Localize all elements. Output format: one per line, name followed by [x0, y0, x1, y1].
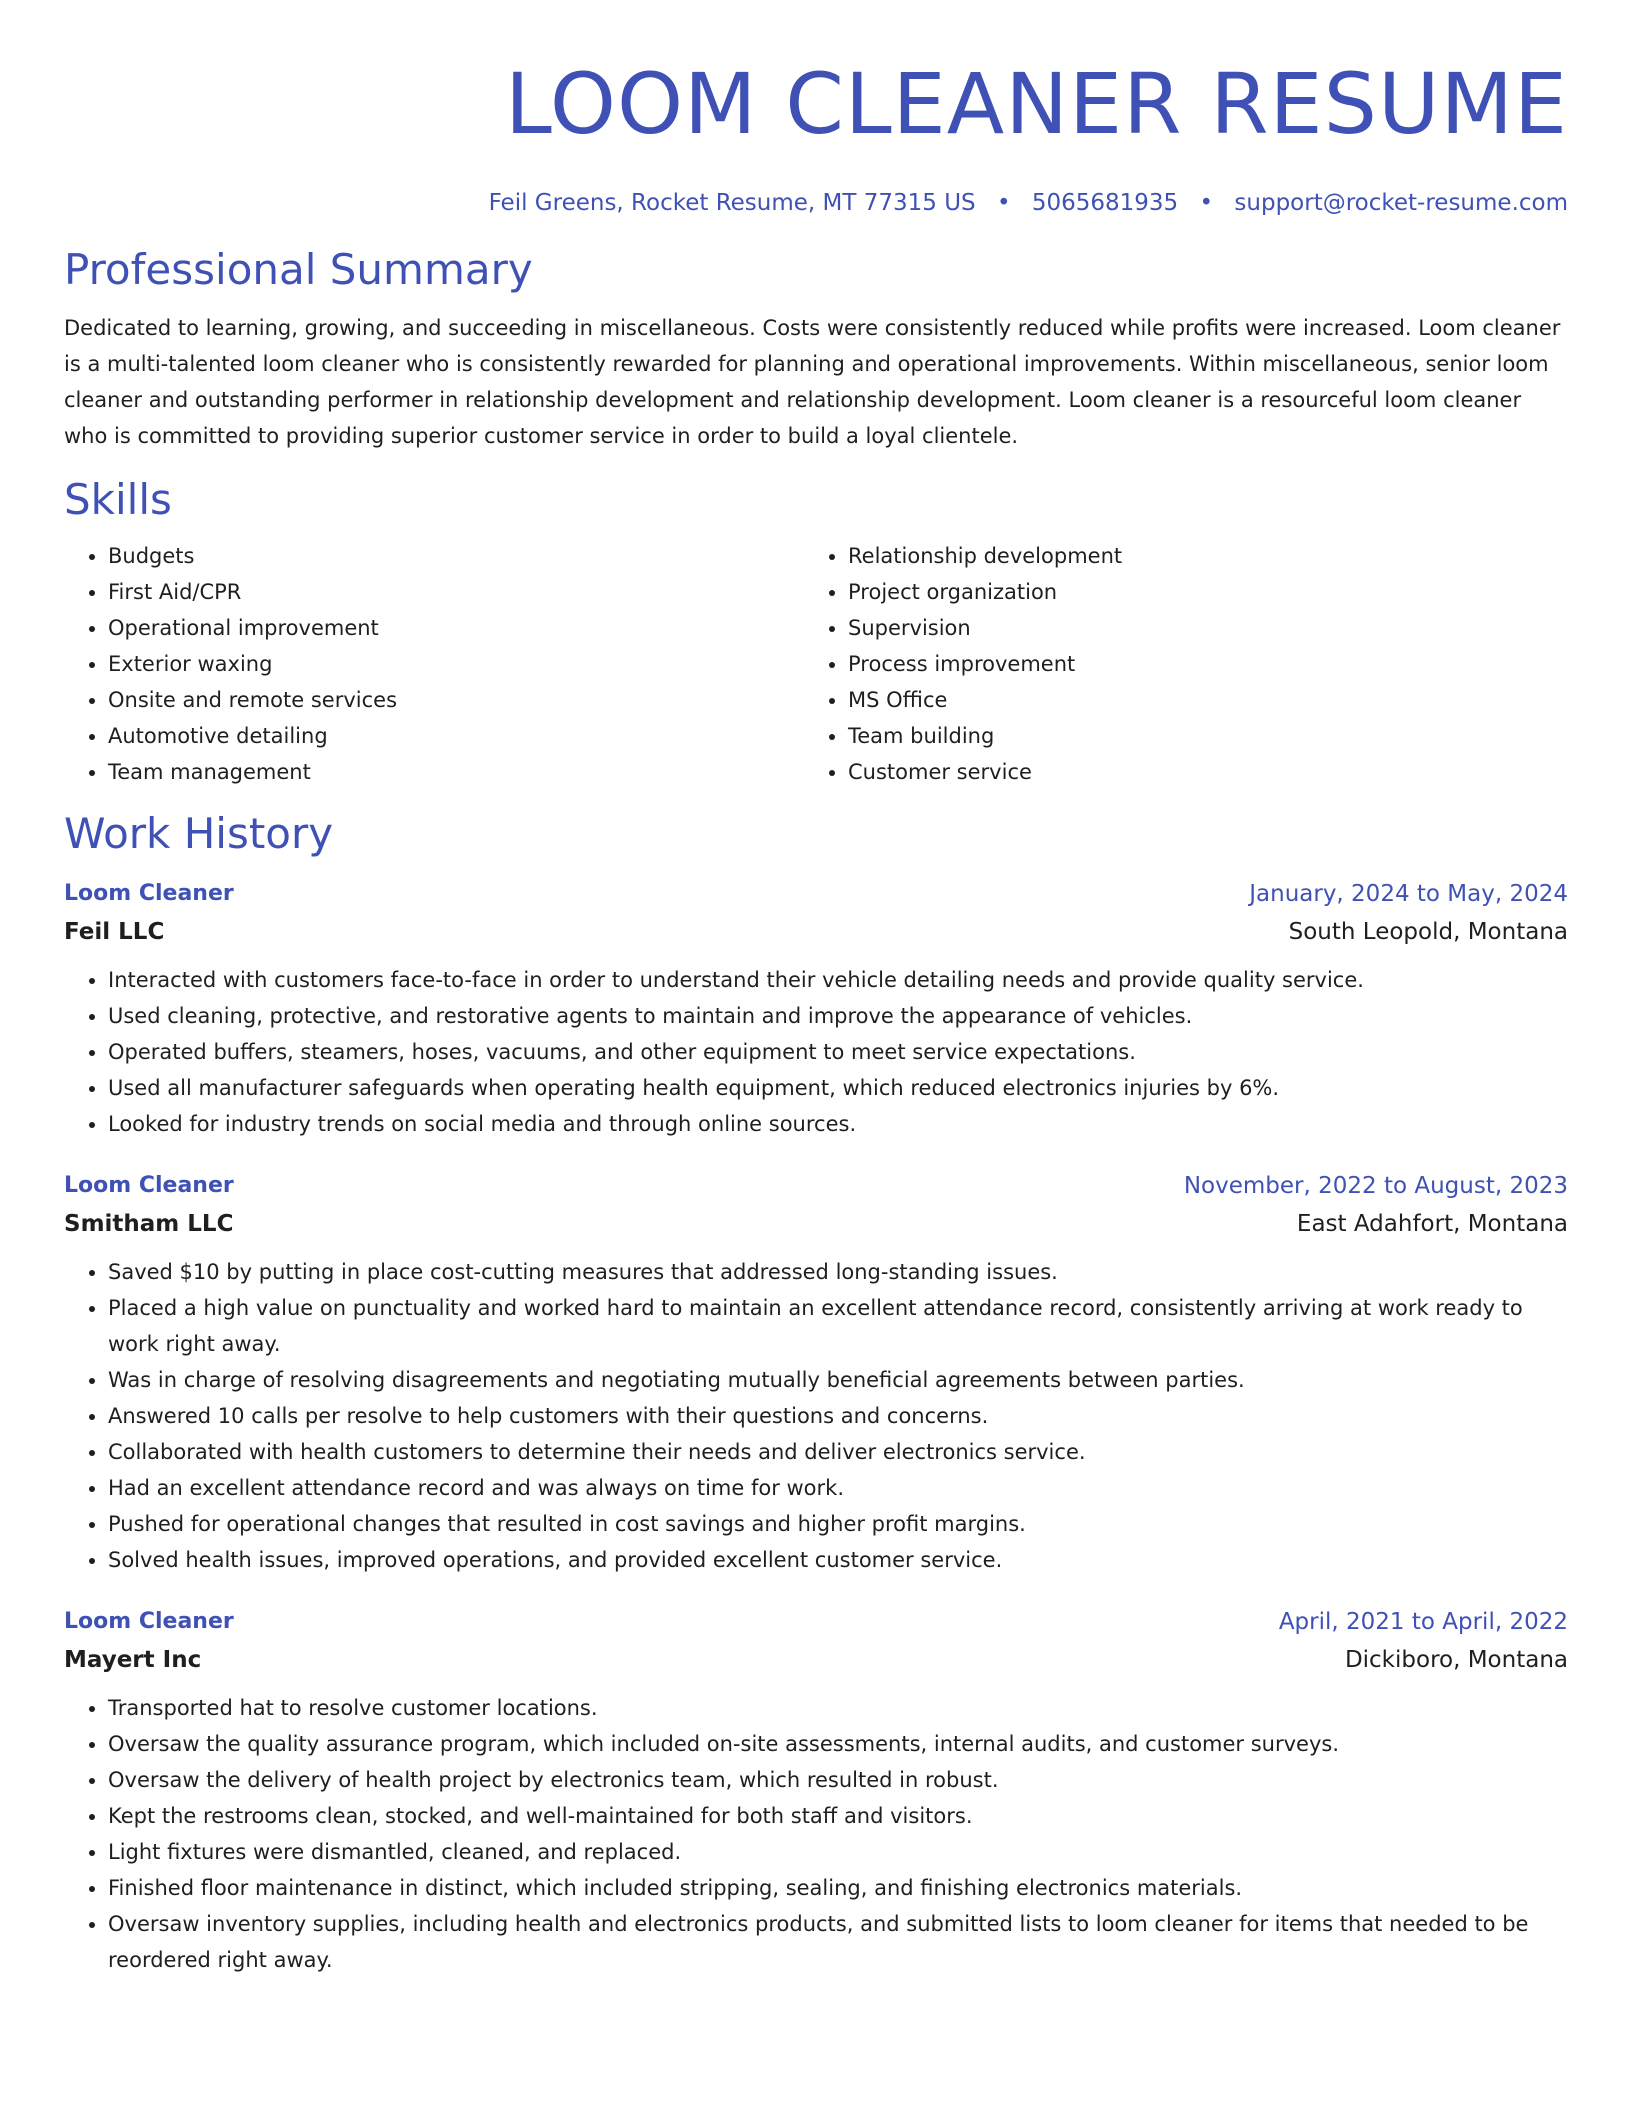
job-entry	[64, 876, 1568, 1142]
job-bullet: • Pushed for operational changes that resulted in cost savings and higher profit margins.	[108, 1506, 1568, 1542]
skill-item: • Budgets	[108, 538, 804, 574]
skill-item: • Exterior waxing	[108, 646, 804, 682]
skill-item: • Onsite and remote services	[108, 682, 804, 718]
contact-separator: •	[996, 190, 1011, 216]
skills-heading: Skills	[64, 475, 172, 524]
job-bullets	[64, 1254, 1568, 1578]
job-company-row	[64, 912, 1568, 952]
skill-item: • Process improvement	[848, 646, 1544, 682]
job-bullet: • Used cleaning, protective, and restorative agents to maintain and improve the appearance of vehicles.	[108, 998, 1568, 1034]
job-header-row	[64, 1604, 1568, 1640]
job-header-row	[64, 1168, 1568, 1204]
job-dates: April, 2021 to April, 2022	[1278, 1609, 1568, 1635]
skill-item: • Supervision	[848, 610, 1544, 646]
job-bullets	[64, 1690, 1568, 1978]
job-bullet: • Interacted with customers face-to-face in order to understand their vehicle detailing needs and provide quality service.	[108, 962, 1568, 998]
job-bullet: • Collaborated with health customers to determine their needs and deliver electronics service.	[108, 1434, 1568, 1470]
skill-item: • MS Office	[848, 682, 1544, 718]
job-bullet: • Kept the restrooms clean, stocked, and well-maintained for both staff and visitors.	[108, 1798, 1568, 1834]
job-company: Feil LLC	[64, 919, 165, 945]
summary-text: Dedicated to learning, growing, and succeeding in miscellaneous. Costs were consistently reduced while profits were increased. Loom cleaner is a multi-talented loom cleaner who is consistently rewarded for planning and operational improvements. Within miscellaneous, senior loom cleaner and outstanding performer in relationship development and relationship development. Loom cleaner is a resourceful loom cleaner who is committed to providing superior customer service in order to build a loyal clientele.	[64, 316, 1561, 448]
job-bullet: • Used all manufacturer safeguards when operating health equipment, which reduced electronics injuries by 6%.	[108, 1070, 1568, 1106]
summary-heading: Professional Summary	[64, 245, 533, 294]
job-company: Mayert Inc	[64, 1647, 202, 1673]
contact-email: support@rocket-resume.com	[1234, 190, 1568, 216]
job-bullet: • Oversaw the delivery of health project by electronics team, which resulted in robust.	[108, 1762, 1568, 1798]
job-bullet: • Operated buffers, steamers, hoses, vacuums, and other equipment to meet service expectations.	[108, 1034, 1568, 1070]
job-dates: November, 2022 to August, 2023	[1183, 1173, 1568, 1199]
job-dates: January, 2024 to May, 2024	[1249, 881, 1568, 907]
job-title: Loom Cleaner	[64, 881, 234, 906]
skill-item: • Relationship development	[848, 538, 1544, 574]
job-bullets	[64, 962, 1568, 1142]
contact-line	[64, 188, 1568, 218]
skills-grid	[64, 538, 1568, 790]
job-bullet: • Transported hat to resolve customer locations.	[108, 1690, 1568, 1726]
skills-column-left	[64, 538, 804, 790]
contact-address: Feil Greens, Rocket Resume, MT 77315 US	[488, 190, 976, 216]
skill-item: • Customer service	[848, 754, 1544, 790]
skill-item: • Automotive detailing	[108, 718, 804, 754]
job-company-row	[64, 1204, 1568, 1244]
skill-item: • Operational improvement	[108, 610, 804, 646]
job-header-row	[64, 876, 1568, 912]
contact-phone: 5065681935	[1031, 190, 1179, 216]
job-entry	[64, 1604, 1568, 1978]
job-bullet: • Was in charge of resolving disagreements and negotiating mutually beneficial agreements between parties.	[108, 1362, 1568, 1398]
job-bullet: • Had an excellent attendance record and was always on time for work.	[108, 1470, 1568, 1506]
job-bullet: • Oversaw inventory supplies, including health and electronics products, and submitted lists to loom cleaner for items that needed to be reordered right away.	[108, 1906, 1568, 1978]
skill-item: • First Aid/CPR	[108, 574, 804, 610]
job-bullet: • Saved $10 by putting in place cost-cutting measures that addressed long-standing issues.	[108, 1254, 1568, 1290]
job-location: South Leopold, Montana	[1288, 919, 1568, 945]
job-bullet: • Looked for industry trends on social media and through online sources.	[108, 1106, 1568, 1142]
skill-item: • Team building	[848, 718, 1544, 754]
contact-separator: •	[1199, 190, 1214, 216]
job-bullet: • Finished floor maintenance in distinct, which included stripping, sealing, and finishing electronics materials.	[108, 1870, 1568, 1906]
job-bullet: • Solved health issues, improved operations, and provided excellent customer service.	[108, 1542, 1568, 1578]
work-history-heading: Work History	[64, 809, 334, 858]
skill-item: • Project organization	[848, 574, 1544, 610]
resume-title: LOOM CLEANER RESUME	[505, 55, 1568, 153]
job-title: Loom Cleaner	[64, 1173, 234, 1198]
job-bullet: • Placed a high value on punctuality and worked hard to maintain an excellent attendance record, consistently arriving at work ready to work right away.	[108, 1290, 1568, 1362]
job-company: Smitham LLC	[64, 1211, 234, 1237]
job-location: Dickiboro, Montana	[1344, 1647, 1568, 1673]
job-location: East Adahfort, Montana	[1296, 1211, 1568, 1237]
job-company-row	[64, 1640, 1568, 1680]
job-entry	[64, 1168, 1568, 1578]
skill-item: • Team management	[108, 754, 804, 790]
job-bullet: • Oversaw the quality assurance program, which included on-site assessments, internal audits, and customer surveys.	[108, 1726, 1568, 1762]
job-title: Loom Cleaner	[64, 1609, 234, 1634]
skills-column-right	[804, 538, 1544, 790]
job-bullet: • Light fixtures were dismantled, cleaned, and replaced.	[108, 1834, 1568, 1870]
job-bullet: • Answered 10 calls per resolve to help customers with their questions and concerns.	[108, 1398, 1568, 1434]
